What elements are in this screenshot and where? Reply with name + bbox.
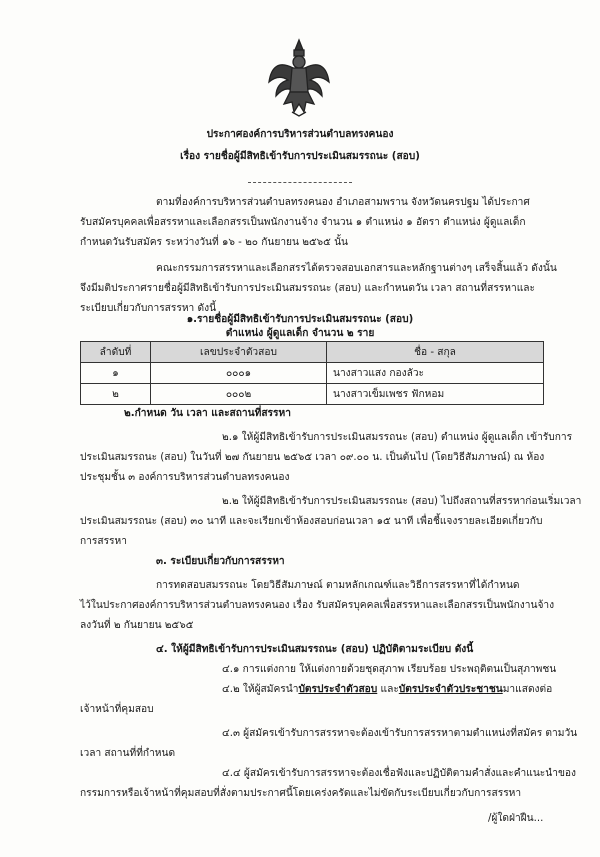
section1-subheading: ตำแหน่ง ผู้ดูแลเด็ก จำนวน ๒ ราย [225,328,375,339]
section2-1-line1: ๒.๑ ให้ผู้มีสิทธิเข้ารับการประเมินสมรรถนะ (สอบ) ตำแหน่ง ผู้ดูแลเด็ก เข้ารับการ [222,432,573,443]
section3-line3: ลงวันที่ ๒ กันยายน ๒๕๖๕ [80,620,194,631]
section4-1: ๔.๑ การแต่งกาย ให้แต่งกายด้วยชุดสุภาพ เรียบร้อย ประพฤติตนเป็นสุภาพชน [222,664,557,675]
section2-2-line3: การสรรหา [80,536,127,547]
row-name: นางสาวเข็มเพชร ฟักหอม [327,384,544,405]
garuda-emblem-icon [268,38,330,118]
title-divider [248,182,352,183]
section1-heading: ๑.รายชื่อผู้มีสิทธิเข้ารับการประเมินสมรรถนะ (สอบ) [186,314,414,325]
section2-2-line1: ๒.๒ ให้ผู้มีสิทธิเข้ารับการประเมินสมรรถนะ (สอบ) ไปถึงสถานที่สรรหาก่อนเริ่มเวลา [222,496,582,507]
section3-line1: การทดสอบสมรรถนะ โดยวิธีสัมภาษณ์ ตามหลักเกณฑ์และวิธีการสรรหาที่ได้กำหนด [156,580,520,591]
table-row [81,363,544,384]
intro-p2-line3: ระเบียบเกี่ยวกับการสรรหา ดังนี้ [80,303,217,314]
table-header-row [81,342,544,363]
section4-2-pre: ๔.๒ ให้ผู้สมัครนำ [222,684,299,695]
id-card-text: บัตรประจำตัวประชาชน [398,684,503,695]
continued-marker: /ผู้ใดฝ่าฝืน... [488,813,544,824]
table-row [81,384,544,405]
section4-4-line2: กรรมการหรือเจ้าหน้าที่คุมสอบที่สั่งตามประกาศนี้โดยเคร่งครัดและไม่ขัดกับระเบียบเกี่ยวกับการสรรหา [80,788,522,799]
section2-2-line2: ประเมินสมรรถนะ (สอบ) ๓๐ นาที และจะเรียกเข้าห้องสอบก่อนเวลา ๑๕ นาที เพื่อชี้แจงรายละเอียดเกี่ยวกับ [80,516,543,527]
section4-2-mid: และ [377,684,399,695]
row-exam-id: ๐๐๐๑ [151,363,327,384]
exam-card-text: บัตรประจำตัวสอบ [298,684,378,695]
candidate-table [80,341,544,405]
announcement-subject: เรื่อง รายชื่อผู้มีสิทธิเข้ารับการประเมินสมรรถนะ (สอบ) [180,151,420,162]
section4-3-line1: ๔.๓ ผู้สมัครเข้ารับการสรรหาจะต้องเข้ารับการสรรหาตามตำแหน่งที่สมัคร ตามวัน [222,728,578,739]
section3-heading: ๓. ระเบียบเกี่ยวกับการสรรหา [156,556,285,567]
row-exam-id: ๐๐๐๒ [151,384,327,405]
header-name: ชื่อ - สกุล [327,342,544,363]
section2-1-line2: ประเมินสมรรถนะ (สอบ) ในวันที่ ๒๗ กันยายน ๒๕๖๕ เวลา ๐๙.๐๐ น. เป็นต้นไป (โดยวิธีสัมภาษณ์) ณ ห้อง [80,452,545,463]
intro-p2-line1: คณะกรรมการสรรหาและเลือกสรรได้ตรวจสอบเอกสารและหลักฐานต่างๆ เสร็จสิ้นแล้ว ดังนั้น [156,263,557,274]
header-no: ลำดับที่ [81,342,151,363]
intro-p1-line1: ตามที่องค์การบริหารส่วนตำบลทรงคนอง อำเภอสามพราน จังหวัดนครปฐม ได้ประกาศ [156,197,530,208]
section4-2-post: มาแสดงต่อ [502,684,553,695]
section4-3-line2: เวลา สถานที่ที่กำหนด [80,748,176,759]
section2-heading: ๒.กำหนด วัน เวลา และสถานที่สรรหา [124,408,291,419]
row-name: นางสาวแสง กองลัวะ [327,363,544,384]
section2-1-line3: ประชุมชั้น ๓ องค์การบริหารส่วนตำบลทรงคนอง [80,472,290,483]
intro-p2-line2: จึงมีมติประกาศรายชื่อผู้มีสิทธิเข้ารับการประเมินสมรรถนะ (สอบ) และกำหนดวัน เวลา สถานที่สรรหาและ [80,283,535,294]
section4-2-line2: เจ้าหน้าที่คุมสอบ [80,704,154,715]
header-exam-id: เลขประจำตัวสอบ [151,342,327,363]
row-no: ๒ [81,384,151,405]
section4-heading: ๔. ให้ผู้มีสิทธิเข้ารับการประเมินสมรรถนะ (สอบ) ปฏิบัติตามระเบียบ ดังนี้ [156,644,474,655]
announcement-title: ประกาศองค์การบริหารส่วนตำบลทรงคนอง [206,129,394,140]
intro-p1-line3: กำหนดวันรับสมัคร ระหว่างวันที่ ๑๖ - ๒๐ กันยายน ๒๕๖๕ นั้น [80,237,348,248]
section4-2-line1 [222,683,552,696]
section3-line2: ไว้ในประกาศองค์การบริหารส่วนตำบลทรงคนอง เรื่อง รับสมัครบุคคลเพื่อสรรหาและเลือกสรรเป็นพนักงานจ้าง [80,600,555,611]
row-no: ๑ [81,363,151,384]
intro-p1-line2: รับสมัครบุคคลเพื่อสรรหาและเลือกสรรเป็นพนักงานจ้าง จำนวน ๑ ตำแหน่ง ๑ อัตรา ตำแหน่ง ผู้ดูแลเด็ก [80,217,526,228]
section4-4-line1: ๔.๔ ผู้สมัครเข้ารับการสรรหาจะต้องเชื่อฟังและปฏิบัติตามคำสั่งและคำแนะนำของ [222,768,577,779]
